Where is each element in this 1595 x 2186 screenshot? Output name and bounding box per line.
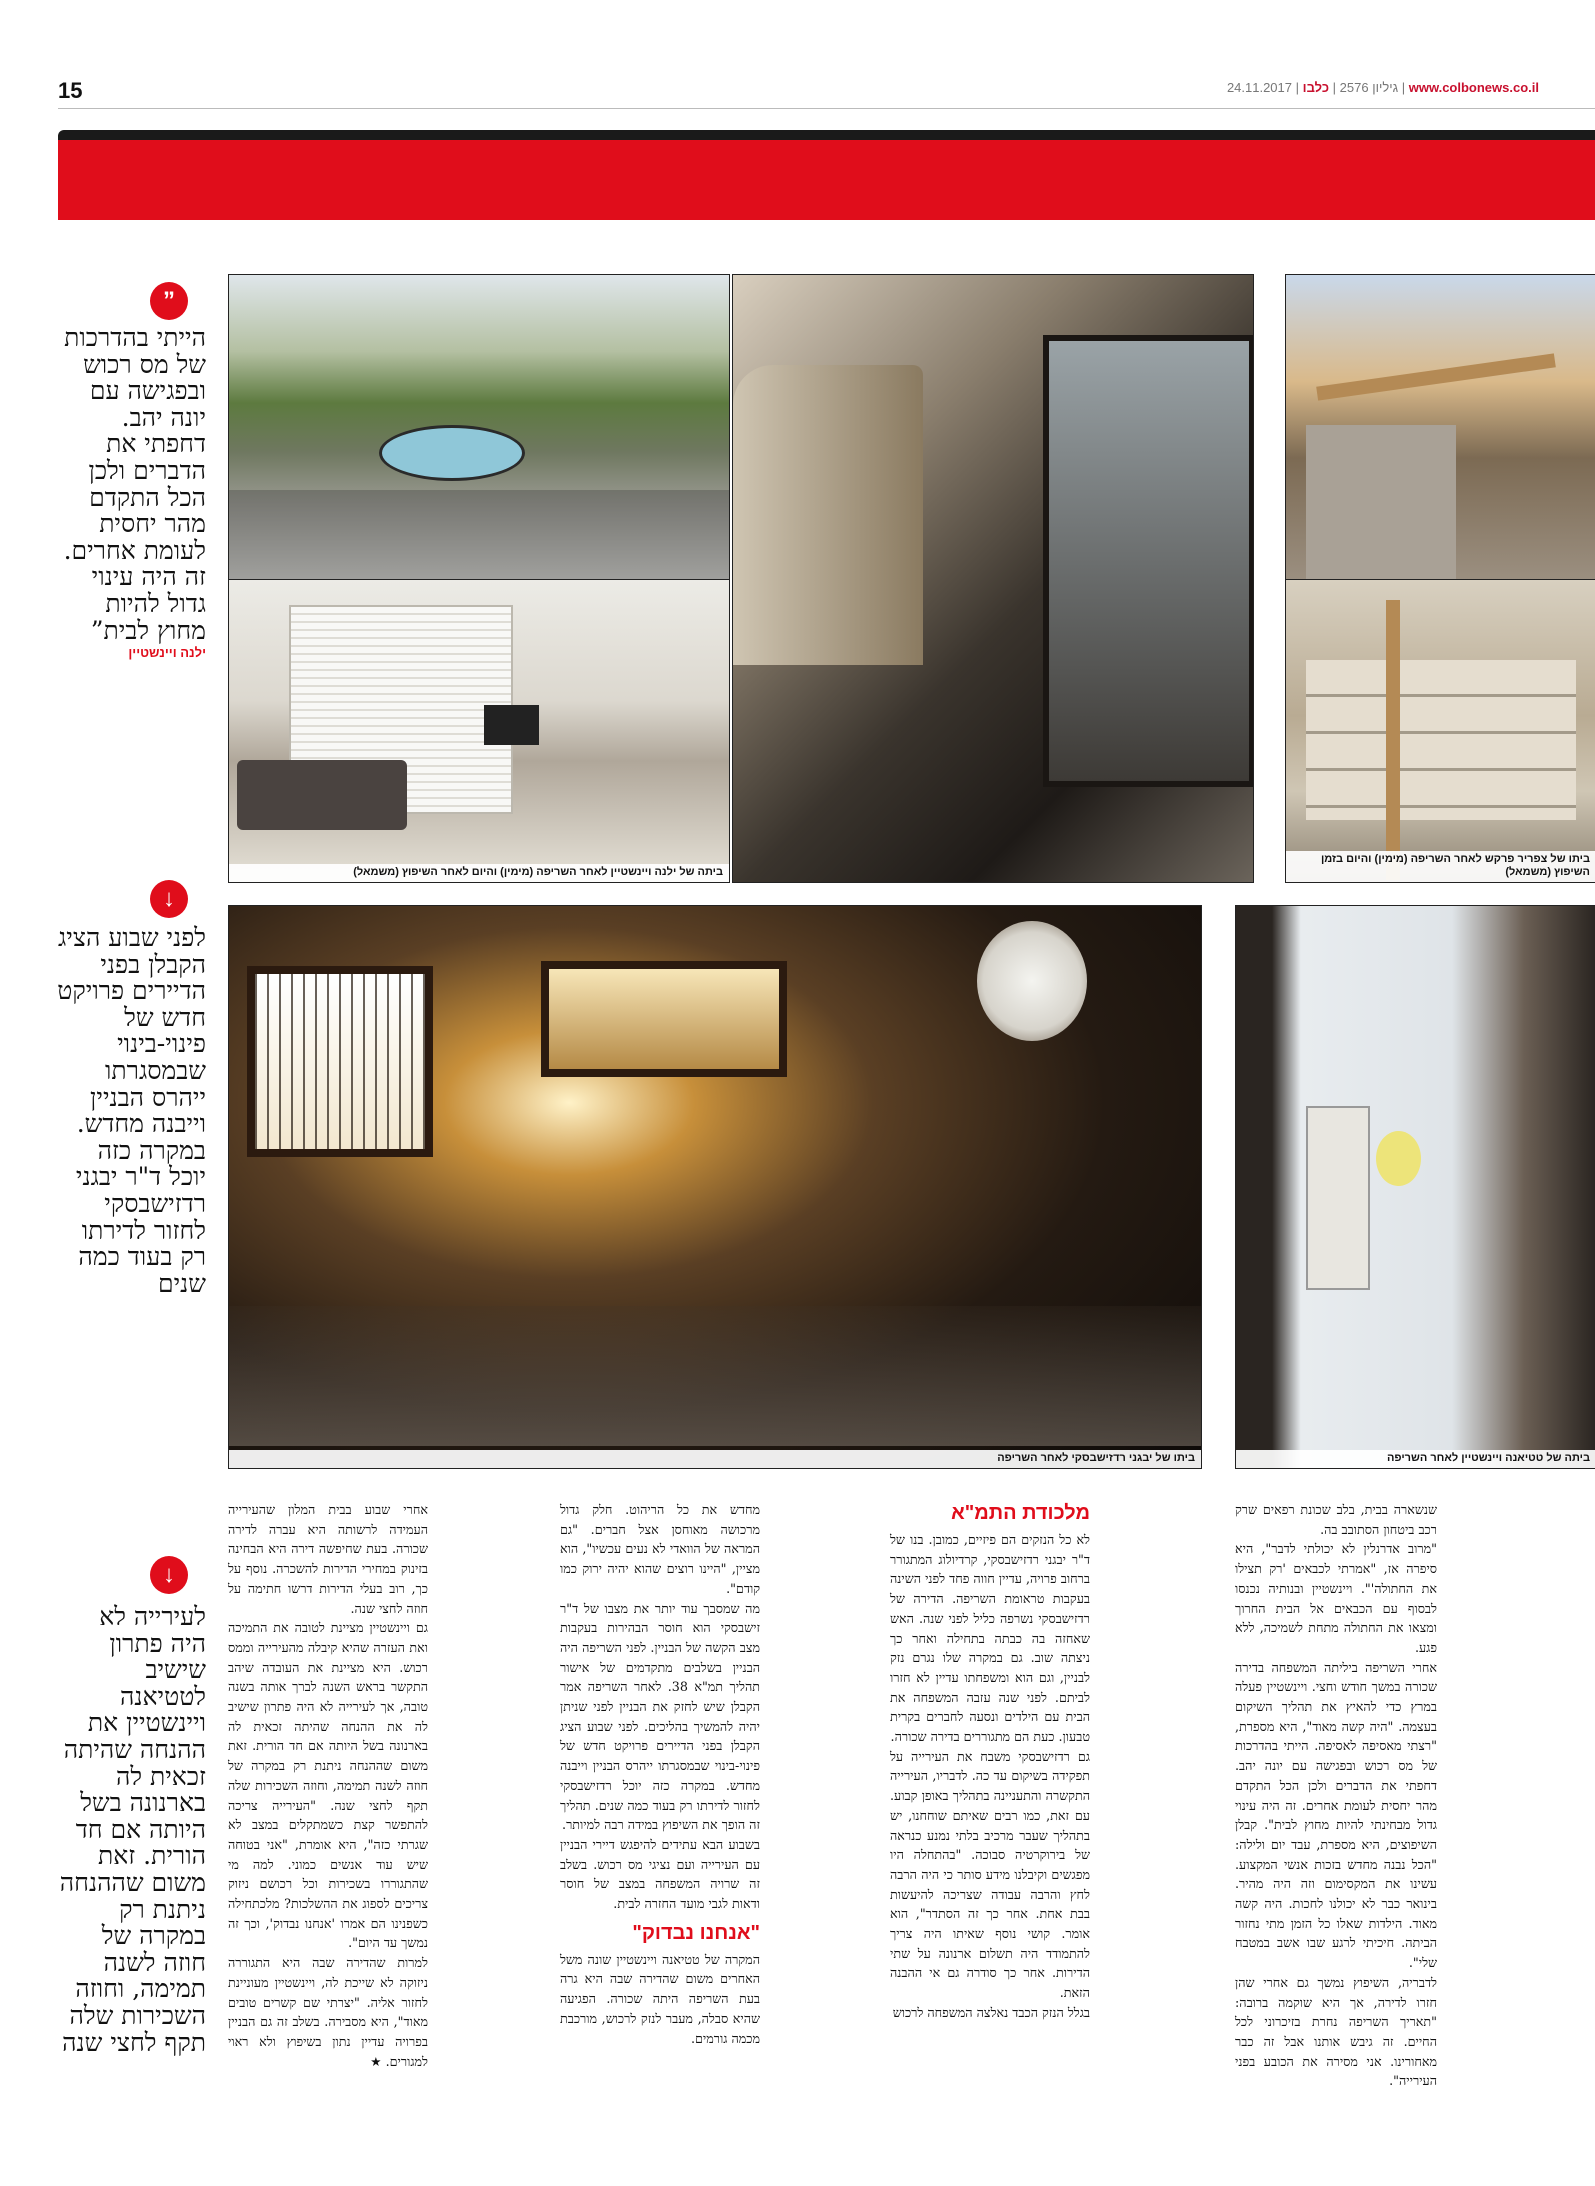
paragraph: גם ויינשטיין מציינת לטובה את התמיכה ואת העזרה שהיא קיבלה מהעירייה וממס רכוש. היא מציינת את העובדה שיהב התקשר בראש השנה לברך אותה בשנה טובה, אך לעירייה לא היה פתרון שישיב לה את ההנחה שהיתה זכאית לה בארנונה בשל היותה אם חד הורית. זאת משום שההנחה ניתנת רק במקרה של חוזה לשנה תמימה, וחוזה השכירות שלה תקף לחצי שנה. "העירייה צריכה להתפשר קצת כשמתקלים במצב לא שגרתי כזה", היא אומרת, "אני בטוחה שיש עוד אנשים כמוני. למה מי שהתגוררו בשכירות וכל רכושם ניזוק צריכים לספוג את ההשלכות? מלכתחילה כשפנינו הם אמרו 'אנחנו נבדוק', וכך זה נמשך עד היום". (228, 1620, 428, 1951)
page-number: 15 (58, 78, 83, 103)
sofa-shape (237, 760, 407, 830)
photo-construction-top (1285, 274, 1595, 581)
arrow-down-icon: ↓ (150, 1556, 188, 1594)
section-bar (58, 130, 1595, 140)
paragraph: מחדש את כל הריהוט. חלק גדול מרכושה מאוחסן אצל חברים. "גם המראה של הוואדי לא נעים עכשיו", הוא מציין, "היינו רוצים שהוא יהיה ירוק כמו קודם". (560, 1502, 760, 1596)
paragraph: המקרה של טטיאנה ויינשטיין שונה משל האחרים משום שהדירה שבה היא גרה בעת השריפה היתה שכורה. הפגיעה שהיא סבלה, מעבר לנזק לרכוש, מורכבת מכמה גורמים. (560, 1951, 760, 2046)
subheading: מלכודת התמ"א (951, 1502, 1090, 1524)
burnt-sofa (733, 365, 923, 665)
paragraph: גם רדזישבסקי משבח את העירייה על תפקידה בשיקום עד כה. לדבריו, העירייה התקשרה והתעניינה בתהליך באופן קבוע. עם זאת, כמו רבים שאיתם שוחחנו, יש בתהליך שעבר מרכיב בלתי נמנע כנראה של בירוקרטיה סבוכה. "בהתחלה היו מפגשים וקיבלנו מידע סותר כי היה הרבה לחץ והרבה עבודה שצריכה להיעשות בבת אחת. אחר כך זה הסתדר", הוא אומר. קושי נוסף שאיתו היה צריך להתמודד היה תשלום ארנונה על שתי הדירות. אחר כך סודרה גם אי ההבנה הזאת. (890, 1748, 1090, 2001)
photo-burnt-doorway (1235, 905, 1595, 1469)
subheading: "אנחנו נבדוק" (632, 1921, 760, 1944)
paragraph: בשבוע הבא עתידים להיפגש דיירי הבניין עם העירייה ועם נציגי מס רכוש. בשלב זה שרויה המשפחה במצב של חוסר ודאות לגבי מועד החזרה לבית. (560, 1836, 760, 1912)
caption-yevgeni: ביתו של יבגני רדזישבסקי לאחר השריפה (229, 1450, 1201, 1468)
tv-shape (484, 705, 539, 745)
paragraph: שנשארה בבית, בלב שכונת רפאים שרק רכב ביטחון הסתובב בה. (1235, 1502, 1437, 1537)
sidebar-note-2: לעירייה לא היה פתרון שישיב לטטיאנה ויינשטיין את ההנחה שהיתה זכאית לה בארנונה בשל היותה אם חד הורית. זאת משום שההנחה ניתנת רק במקרה של חוזה לשנה תמימה, וחוזה השכירות שלה תקף לחצי שנה (59, 1602, 206, 2057)
paragraph: למרות שהדירה שבה היא התגוררה ניזוקה לא שייכת לה, ויינשטיין מעוניינת לחזור אליה. "יצרתי שם קשרים טובים מאוד", היא מסבירה. בשלב זה גם הבניין בפרויה עדיין נתון בשיפוץ ולא ראוי למגורים. ★ (228, 1955, 428, 2069)
white-chair (1306, 1106, 1370, 1290)
photo-burnt-room (228, 905, 1202, 1469)
block-wall (1306, 660, 1576, 820)
photo-burnt-balcony-door (732, 274, 1254, 883)
sliding-door (1043, 335, 1254, 787)
paragraph: אחרי שבוע בבית המלון שהעירייה העמידה לרשותה היא עברה לדירה שכורה. בעת שחיפשה דירה היא הבחינה בזינוק במחירי הדירות להשכרה. נוסף על כך, רוב בעלי הדירות דרשו חתימה על חוזה לחצי שנה. (228, 1502, 428, 1616)
wall-hole (977, 921, 1087, 1041)
balcony-floor (229, 490, 729, 580)
masthead-site[interactable]: www.colbonews.co.il (1408, 80, 1539, 95)
section-banner (58, 140, 1595, 220)
caption-tzafrir: ביתו של צפריר פרקש לאחר השריפה (מימין) והיום בזמן השיפוץ (משמאל) (1286, 851, 1595, 883)
photo-livingroom-after-renovation (228, 579, 730, 883)
sidebar-quote: הייתי בהדרכות של מס רכוש ובפגישה עם יונה יהב. דחפתי את הדברים ולכן הכל התקדם מהר יחסית לעומת אחרים. זה היה עינוי גדול להיות מחוץ לבית” (63, 323, 206, 645)
arrow-down-icon: ↓ (150, 880, 188, 918)
masthead-issue: גיליון 2576 (1339, 80, 1399, 95)
barred-window (247, 966, 433, 1157)
photo-construction-bottom (1285, 579, 1595, 883)
wooden-post (1386, 600, 1400, 880)
wooden-beam (1316, 353, 1556, 400)
paragraph: מה שמסבך עוד יותר את מצבו של ד"ר זישבסקי הוא חוסר הבהירות בעקבות מצב הקשה של הבניין. לפני השריפה היה הבניין בשלבים מתקדמים של אישור תהליך תמ"א 38. לאחר השריפה אמר הקבלן שיש לחזק את הבניין לפני שניתן יהיה להמשיך בהליכים. לפני שבוע הציג הקבלן בפני הדיירים פרויקט חדש של פינוי-בינוי שבמסגרתו ייהרס הבניין וייבנה מחדש. במקרה כזה יוכל רדזישבסקי לחזור לדירתו רק בעוד כמה שנים. תהליך זה הופך את השיפוץ במידה רבה למיותר. (560, 1600, 760, 1833)
paragraph: לא כל הנזקים הם פיזיים, כמובן. בנו של ד"ר יבגני רדזישבסקי, קרדיולוג המתגורר ברחוב פרויה, עדיין חווה פחד לפני השינה בעקבות טראומת השריפה. הדירה של רדזישבסקי נשרפה כליל לפני שנה. האש שאחזה בה כבתה בתחילה ואחר כך ניצתה שוב. גם במקרה שלו נגרם נזק לבניין, וגם הוא ומשפחתו עדיין לא חזרו לביתם. לפני שנה עזבה המשפחה את הבית עם הילדים ונסעה לחברים בקרית טבעון. כעת הם מתגוררים בדירה שכורה. (890, 1532, 1090, 1745)
concrete-wall (1306, 425, 1456, 580)
paragraph: "מרוב אדרנלין לא יכולתי לדבר", היא סיפרה אז, "אמרתי לכבאים 'רק תצילו את החתולה'". ויינשטיין ובנותיה נכנסו לבסוף עם הכבאים אל הבית החרוך ומצאו את החתולה מתחת לשמיכה, ללא פגע. (1235, 1541, 1437, 1655)
debris-floor (229, 1306, 1201, 1446)
yellow-balloon (1376, 1131, 1421, 1186)
header-rule (58, 108, 1595, 109)
quote-icon: ” (150, 282, 188, 320)
masthead-date: 24.11.2017 (1226, 80, 1293, 95)
paragraph: אחרי השריפה ביליתה המשפחה בדירה שכורה במשך חודש וחצי. ויינשטיין פעלה במרץ כדי להאיץ את תהליך השיקום בעצמה. "היה קשה מאוד", היא מספרת, "רצתי מאסיפה לאסיפה. הייתי בהדרכות של מס רכוש ובפגישה עם יונה יהב. דחפתי את הדברים ולכן הכל התקדם מהר יחסית לעומת אחרים. זה היה עינוי גדול מבחינתי להיות מחוץ לבית". קבלן השיפוצים, היא מספרת, עבד יום ולילה: "הכל נבנה מחדש בזכות אנשי המקצוע. עשינו את המקסימום וזה היה מהיר. בינואר כבר לא יכולנו לחכות. היה קשה מאוד. הילדות שאלו כל הזמן מתי נחזור הביתה. חיכיתי לרגע שבו אשב במטבח שלי". (1235, 1659, 1437, 1971)
caption-yelena: ביתה של ילנה ויינשטיין לאחר השריפה (מימין) והיום לאחר השיפוץ (משמאל) (229, 864, 729, 882)
article-column-2 (890, 1500, 1090, 2023)
masthead: 24.11.2017 | גיליון 2576 | כלבו | www.colbonews.co.il (1226, 80, 1539, 95)
table-shape (379, 425, 525, 481)
upper-window (541, 961, 787, 1077)
article-column-4 (228, 1500, 428, 2071)
article-column-1 (1235, 1500, 1437, 2091)
sidebar-note-1: לפני שבוע הציג הקבלן בפני הדיירים פרויקט חדש של פינוי-בינוי שבמסגרתו ייהרס הבניין וייבנה מחדש. במקרה כזה יוכל ד"ר יבגני רדזישבסקי לחזור לדירתו רק בעוד כמה שנים (57, 923, 206, 1298)
article-column-3 (560, 1500, 760, 2048)
sidebar-quote-author: ילנה ויינשטיין (128, 645, 206, 660)
caption-tatiana: ביתה של טטיאנה ויינשטיין לאחר השריפה (1236, 1450, 1595, 1468)
masthead-brand: כלבו (1302, 80, 1330, 95)
paragraph: לדבריה, השיפוץ נמשך גם אחרי שהן חזרו לדירה, אך היא שוקמה ברובה: "תאריך השריפה נחרת בזיכרוני לכל החיים. זה גיבש אותנו אבל זה כבר מאחורינו. אני מסירה את הכובע בפני העירייה". (1235, 1974, 1437, 2089)
paragraph: בגלל הנזק הכבד נאלצה המשפחה לרכוש (892, 2004, 1090, 2020)
photo-balcony-after-renovation (228, 274, 730, 581)
